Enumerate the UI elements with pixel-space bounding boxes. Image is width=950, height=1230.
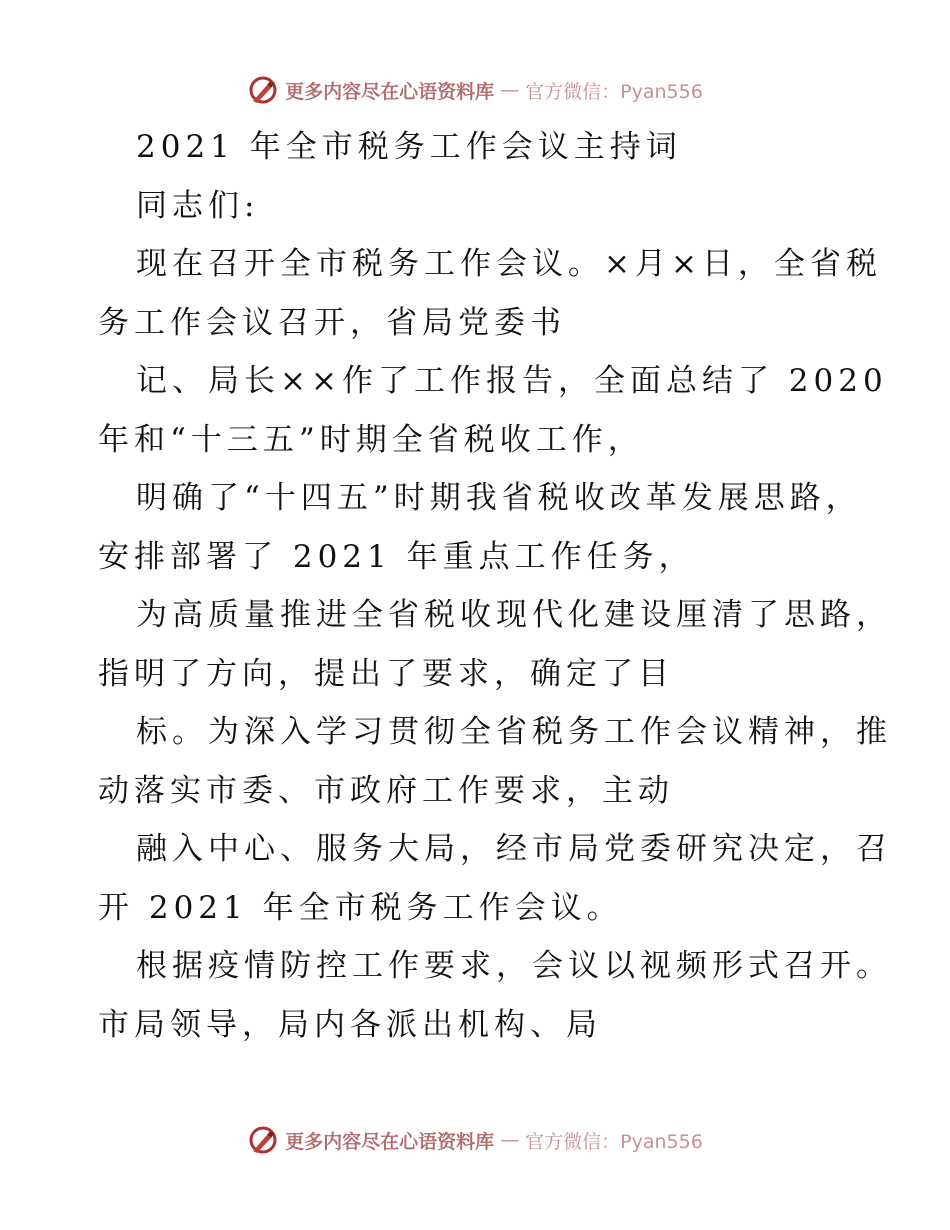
wechat-text: 官方微信：Pyan556 — [525, 80, 703, 103]
paragraph-line: 现在召开全市税务工作会议。×月×日，全省税 — [136, 246, 882, 282]
paragraph-line: 务工作会议召开，省局党委书 — [98, 304, 566, 341]
brand-text: 更多内容尽在心语资料库 — [285, 80, 495, 103]
paragraph-line: 安排部署了 2021 年重点工作任务， — [98, 538, 695, 575]
document-title: 2021 年全市税务工作会议主持词 — [136, 129, 682, 165]
paragraph-line: 明确了“十四五”时期我省税收改革发展思路， — [136, 480, 862, 516]
paragraph-line: 标。为深入学习贯彻全省税务工作会议精神，推 — [136, 714, 892, 750]
header-watermark — [0, 70, 950, 110]
paragraph-line: 为高质量推进全省税收现代化建设厘清了思路， — [136, 597, 892, 633]
paragraph-line: 指明了方向，提出了要求，确定了目 — [98, 655, 674, 692]
brand-text: 更多内容尽在心语资料库 — [285, 1130, 495, 1153]
separator: — — [500, 79, 520, 101]
paragraph-line: 市局领导，局内各派出机构、局 — [98, 1006, 602, 1043]
pen-in-circle-icon — [247, 1124, 279, 1156]
paragraph-line: 年和“十三五”时期全省税收工作， — [98, 421, 644, 458]
separator: — — [500, 1129, 520, 1151]
pen-in-circle-icon — [247, 74, 279, 106]
paragraph-line: 记、局长××作了工作报告，全面总结了 2020 — [136, 363, 888, 399]
document-body — [98, 118, 892, 1054]
paragraph-line: 动落实市委、市政府工作要求，主动 — [98, 772, 674, 809]
footer-watermark — [0, 1120, 950, 1160]
paragraph-line: 开 2021 年全市税务工作会议。 — [98, 889, 623, 926]
paragraph-line: 根据疫情防控工作要求，会议以视频形式召开。 — [136, 948, 892, 984]
greeting: 同志们: — [136, 187, 260, 224]
wechat-text: 官方微信：Pyan556 — [525, 1130, 703, 1153]
paragraph-line: 融入中心、服务大局，经市局党委研究决定，召 — [136, 831, 892, 867]
